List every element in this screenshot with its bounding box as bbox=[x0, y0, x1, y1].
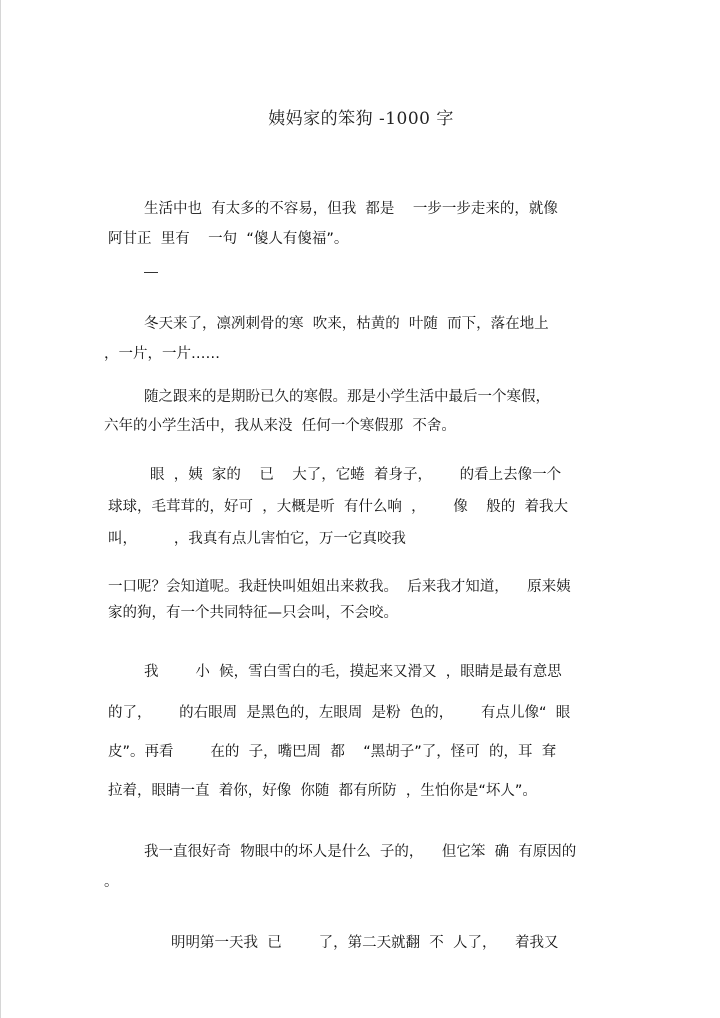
text-line: 拉着，眼睛一直 着你，好像 你随 都有所防 ，生怕你是“坏人”。 bbox=[108, 783, 537, 799]
separator-dash bbox=[144, 272, 158, 273]
text-line: 叫， ，我真有点儿害怕它，万一它真咬我 bbox=[108, 531, 406, 547]
document-title: 姨妈家的笨狗 -1000 字 bbox=[268, 109, 454, 129]
text-line: 球球，毛茸茸的，好可 ，大概是听 有什么响 ， 像 般的 着我大 bbox=[108, 499, 568, 515]
text-line: 冬天来了，凛冽刺骨的寒 吹来，枯黄的 叶随 而下，落在地上 bbox=[144, 316, 549, 332]
text-line: 六年的小学生活中，我从来没 任何一个寒假那 不舍。 bbox=[104, 418, 456, 434]
text-line: 明明第一天我 已 了，第二天就翻 不 人了， 着我又 bbox=[171, 935, 559, 951]
text-line: 阿甘正 里有 一句 “傻人有傻福”。 bbox=[108, 231, 349, 247]
text-line: 皮”。再看 在的 子，嘴巴周 都 “黑胡子”了，怪可 的，耳 耷 bbox=[108, 744, 557, 760]
text-line: 家的狗，有一个共同特征—只会叫，不会咬。 bbox=[108, 605, 398, 621]
text-line: 我一直很好奇 物眼中的坏人是什么 子的， 但它笨 确 有原因的 bbox=[144, 844, 577, 860]
text-line: 眼 ，姨 家的 已 大了，它蜷 着身子， 的看上去像一个 bbox=[150, 467, 562, 483]
text-line: ，一片，一片…… bbox=[104, 346, 220, 362]
text-line: 我 小 候，雪白雪白的毛，摸起来又滑又 ，眼睛是最有意思 bbox=[144, 664, 562, 680]
text-line: 的了， 的右眼周 是黑色的，左眼周 是粉 色的， 有点儿像“ 眼 bbox=[108, 705, 571, 721]
text-line: 生活中也 有太多的不容易，但我 都是 一步一步走来的，就像 bbox=[144, 201, 558, 217]
text-line: 随之跟来的是期盼已久的寒假。那是小学生活中最后一个寒假， bbox=[144, 389, 550, 405]
text-line: 。 bbox=[104, 874, 119, 890]
text-line: 一口呢？会知道呢。我赶快叫姐姐出来救我。 后来我才知道， 原来姨 bbox=[108, 579, 571, 595]
